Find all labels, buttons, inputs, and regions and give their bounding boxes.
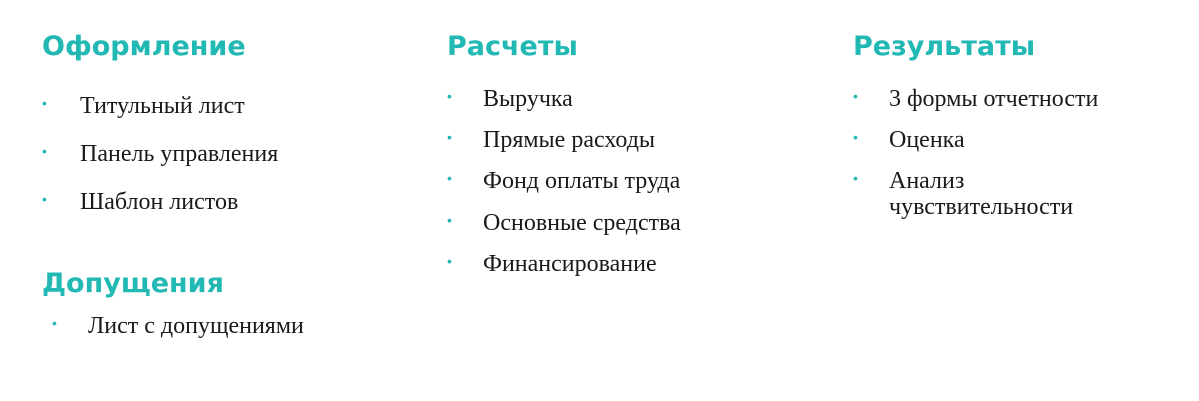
bullet-icon: • xyxy=(447,211,452,228)
rezultaty-list xyxy=(853,87,1129,220)
bullet-icon: • xyxy=(42,95,47,111)
list-item-label: Анализ чувствительности xyxy=(889,168,1074,220)
list-item-label: Выручка xyxy=(483,86,573,112)
oformlenie-list xyxy=(42,94,278,216)
list-item xyxy=(853,128,1129,153)
section-title-oformlenie: Оформление xyxy=(42,31,246,62)
bullet-icon: • xyxy=(42,191,47,208)
raschety-list xyxy=(447,87,681,277)
list-item xyxy=(447,169,681,194)
list-item xyxy=(447,211,681,236)
list-item xyxy=(42,142,278,167)
list-item-label: Фонд оплаты труда xyxy=(483,168,681,195)
list-item-label: Лист с допущениями xyxy=(88,313,304,339)
list-item xyxy=(853,169,1129,219)
list-item xyxy=(42,314,304,339)
list-item xyxy=(447,128,681,153)
list-item-label: Финансирование xyxy=(483,250,657,277)
bullet-icon: • xyxy=(52,315,57,331)
bullet-icon: • xyxy=(447,88,452,104)
bullet-icon: • xyxy=(447,170,452,187)
list-item-label: 3 формы отчетности xyxy=(889,86,1099,112)
bullet-icon: • xyxy=(853,170,858,187)
list-item xyxy=(42,94,278,119)
list-item-label: Прямые расходы xyxy=(483,127,656,154)
list-item-label: Шаблон листов xyxy=(80,189,239,216)
section-dopushcheniya xyxy=(42,270,304,339)
section-raschety xyxy=(447,33,681,293)
section-title-rezultaty: Результаты xyxy=(853,31,1036,62)
bullet-icon: • xyxy=(447,129,452,146)
dopushcheniya-list xyxy=(42,314,304,339)
list-item xyxy=(447,252,681,277)
section-rezultaty xyxy=(853,33,1129,236)
list-item xyxy=(853,87,1129,112)
section-title-dopushcheniya: Допущения xyxy=(42,268,224,299)
list-item-label: Панель управления xyxy=(80,141,279,168)
bullet-icon: • xyxy=(42,143,47,160)
list-item-label: Оценка xyxy=(889,127,965,154)
bullet-icon: • xyxy=(447,252,452,269)
section-title-raschety: Расчеты xyxy=(447,31,578,62)
list-item xyxy=(447,87,681,112)
bullet-icon: • xyxy=(853,129,858,146)
bullet-icon: • xyxy=(853,88,858,104)
section-oformlenie xyxy=(42,33,278,239)
list-item-label: Титульный лист xyxy=(80,93,245,119)
list-item xyxy=(42,190,278,215)
list-item-label: Основные средства xyxy=(483,209,681,236)
